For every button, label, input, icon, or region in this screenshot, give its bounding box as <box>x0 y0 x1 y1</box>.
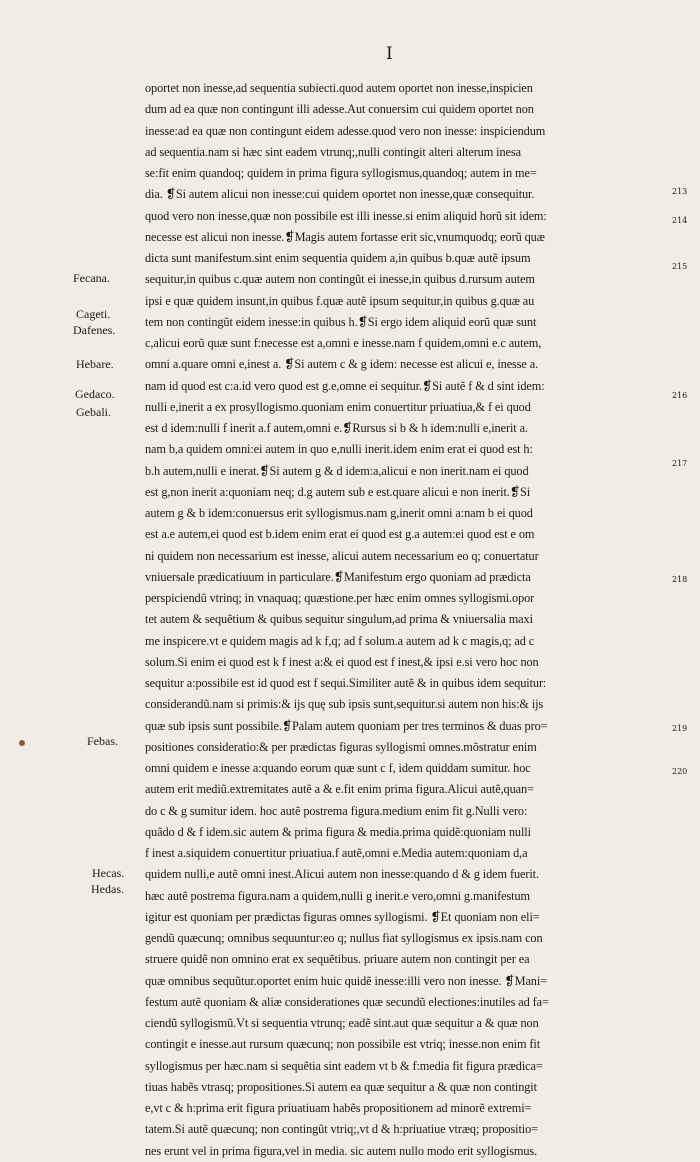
marginal-note: Dafenes. <box>73 323 116 337</box>
text-line: positiones consideratio:& per prædictas figuras syllogismi omnes.mõstratur enim <box>145 739 537 754</box>
text-line: vniuersale prædicatiuum in particulare.❡Manifestum ergo quoniam ad prædicta <box>145 569 531 584</box>
text-line: tiuas habẽs vtrasq; propositiones.Si autem ea quæ sequitur a & quæ non contingit <box>145 1079 537 1094</box>
text-line: ipsi e quæ quidem insunt,in quibus f.quæ autẽ ipsum sequitur,in quibus g.quæ au <box>145 293 535 308</box>
marginal-note: Hedas. <box>91 882 124 896</box>
text-line: contingit e inesse.aut rursum quæcunq; non possibile est vtriq; inesse.non enim fit <box>145 1037 541 1052</box>
text-line: c,alicui eorũ quæ sunt f:necesse est a,omni e inesse.nam f quidem,omni e.c autem, <box>145 336 542 350</box>
marginal-note: Gebali. <box>76 405 111 419</box>
text-line: autem g & b idem:conuersus erit syllogismus.nam g,inerit omni a:nam b ei quod <box>145 506 533 520</box>
main-text-block <box>145 78 667 1162</box>
marginal-note: Cageti. <box>76 307 111 321</box>
text-line: e,vt c & h:prima erit figura priuatiuam habẽs propositionem ad minorẽ extremi= <box>145 1101 532 1115</box>
margin-number: 215 <box>672 262 688 271</box>
text-line: considerandũ.nam si primis:& ijs quę sub ipsis sunt,sequitur.si autem non his:& ijs <box>145 697 544 712</box>
text-line: festum autẽ quoniam & aliæ considerationes quæ secundũ electiones:inutiles ad fa= <box>145 994 549 1009</box>
margin-number: 213 <box>672 187 688 196</box>
text-line: quidem nulli,e autẽ omni inest.Alicui autem non inesse:quando d & g idem fuerit. <box>145 867 539 882</box>
text-line: dia. ❡Si autem alicui non inesse:cui quidem oportet non inesse,quæ consequitur. <box>145 187 535 202</box>
text-line: syllogismus per hæc.nam si sequẽtia sint eadem vt b & f:media fit figura prædica= <box>145 1058 543 1073</box>
text-line: quod vero non inesse,quæ non possibile est illi inesse.si enim aliquid horũ sit idem: <box>145 208 547 223</box>
text-line: b.h autem,nulli e inerat.❡Si autem g & d idem:a,alicui e non inerit.nam ei quod <box>145 463 529 478</box>
text-line: nam b,a quidem omni:ei autem in quo e,nulli inerit.idem enim erat ei quod est h: <box>145 442 533 457</box>
margin-number: 214 <box>672 216 688 225</box>
margin-number: 220 <box>672 767 688 776</box>
text-line: necesse est alicui non inesse.❡Magis autem fortasse erit sic,vnumquodq; eorũ quæ <box>145 229 545 244</box>
marginal-note: Hecas. <box>92 866 125 880</box>
text-line: hæc autẽ postrema figura.nam a quidem,nulli g inerit.e vero,omni g.manifestum <box>145 888 531 903</box>
text-line: quæ omnibus sequũtur.oportet enim huic quidẽ inesse:illi vero non inesse. ❡Mani= <box>145 973 548 988</box>
margin-number: 217 <box>672 459 688 468</box>
text-line: se:fit enim quandoq; quidem in prima figura syllogismus,quandoq; autem in me= <box>145 166 537 180</box>
marginal-note: Gedaco. <box>75 387 115 401</box>
text-line: est a.e autem,ei quod est b.idem enim erat ei quod est g.a autem:ei quod est e om <box>145 527 535 542</box>
text-line: igitur est quoniam per prædictas figuras omnes syllogismi. ❡Et quoniam non eli= <box>145 909 540 924</box>
ink-spot <box>19 740 25 746</box>
text-line: perspiciendũ vtrinq; in vnaquaq; quæstione.per hæc enim omnes syllogismi.opor <box>145 591 535 605</box>
text-line: do c & g sumitur idem. hoc autẽ postrema figura.medium enim fit g.Nulli vero: <box>145 803 528 818</box>
text-line: quæ sub ipsis sunt possibile.❡Palam autem quoniam per tres terminos & duas pro= <box>145 718 548 733</box>
text-line: ciendũ syllogismũ.Vt si sequentia vtrunq; eadẽ sint.aut quæ sequitur a & quæ non <box>145 1016 539 1030</box>
page-number: I <box>386 44 394 64</box>
text-line: autem erit mediũ.extremitates autẽ a & e.fit enim prima figura.Alicui autẽ,quan= <box>145 782 534 797</box>
text-line: tet autem & sequẽtium & quibus sequitur singulum,ad prima & vniuersalia maxi <box>145 612 533 627</box>
margin-number: 216 <box>672 391 688 400</box>
text-line: dum ad ea quæ non contingunt illi adesse.Aut conuersim cui quidem oportet non <box>145 102 534 117</box>
text-line: quãdo d & f idem.sic autem & prima figura & media.prima quidẽ:quoniam nulli <box>145 824 531 839</box>
text-line: tatem.Si autẽ quæcunq; non contingũt vtriq;,vt d & h:priuatiue vtræq; propositio= <box>145 1122 538 1137</box>
text-line: me inspicere.vt e quidem magis ad k f,q; ad f solum.a autem ad k c magis,q; ad c <box>145 633 535 648</box>
text-line: inesse:ad ea quæ non contingunt eidem adesse.quod vero non inesse: inspiciendum <box>145 123 546 138</box>
text-line: solum.Si enim ei quod est k f inest a:& ei quod est f inest,& ipsi e.si vero hoc non <box>145 654 539 669</box>
text-line: gendũ quæcunq; omnibus sequuntur:eo q; nullus fiat syllogismus ex ipsis.nam con <box>145 931 543 945</box>
text-line: nam id quod est c:a.id vero quod est g.e,omne ei sequitur.❡Si autẽ f & d sint idem: <box>145 378 545 393</box>
marginal-note: Fecana. <box>73 271 110 285</box>
text-line: f inest a.siquidem conuertitur priuatiua.f autẽ,omni e.Media autem:quoniam d,a <box>145 846 528 860</box>
text-line: omni a.quare omni e,inest a. ❡Si autem c & g idem: necesse est alicui e, inesse a. <box>145 357 539 372</box>
text-line: struere quidẽ non omnino erat ex sequẽtibus. priuare autem non contingit per ea <box>145 952 530 967</box>
text-line: dicta sunt manifestum.sint enim sequentia quidem a,in quibus b.quæ autẽ ipsum <box>145 251 531 265</box>
text-line: tem non contingũt eidem inesse:in quibus h.❡Si ergo idem aliquid eorũ quæ sunt <box>145 314 537 329</box>
text-line: omni quidem e inesse a:quando eorum quæ sunt c f, idem quiddam sumitur. hoc <box>145 761 531 775</box>
text-line: ni quidem non necessarium est inesse, alicui autem necessarium eo q; conuertatur <box>145 548 539 563</box>
text-line: nes erunt vel in prima figura,vel in media. sic autem nullo modo erit syllogismus. <box>145 1143 538 1158</box>
marginal-note: Febas. <box>87 734 118 748</box>
text-line: sequitur a:possibile est id quod est f sequi.Similiter autẽ & in quibus idem sequitur: <box>145 676 547 690</box>
margin-number: 219 <box>672 724 688 733</box>
text-line: ad sequentia.nam si hæc sint eadem vtrunq;,nulli contingit alteri alterum inesa <box>145 144 521 159</box>
text-line: nulli e,inerit a ex prosyllogismo.quoniam enim conuertitur priuatiua,& f ei quod <box>145 399 531 414</box>
text-line: oportet non inesse,ad sequentia subiecti.quod autem oportet non inesse,inspicien <box>145 81 533 95</box>
text-line: est g,non inerit a:quoniam neq; d.g autem sub e est.quare alicui e non inerit.❡Si <box>145 484 531 499</box>
text-line: est d idem:nulli f inerit a.f autem,omni e.❡Rursus si b & h idem:nulli e,inerit a. <box>145 421 528 435</box>
marginal-note: Hebare. <box>76 357 114 371</box>
margin-number: 218 <box>672 575 688 584</box>
text-line: sequitur,in quibus c.quæ autem non contingũt ei inesse,in quibus d.rursum autem <box>145 272 535 287</box>
